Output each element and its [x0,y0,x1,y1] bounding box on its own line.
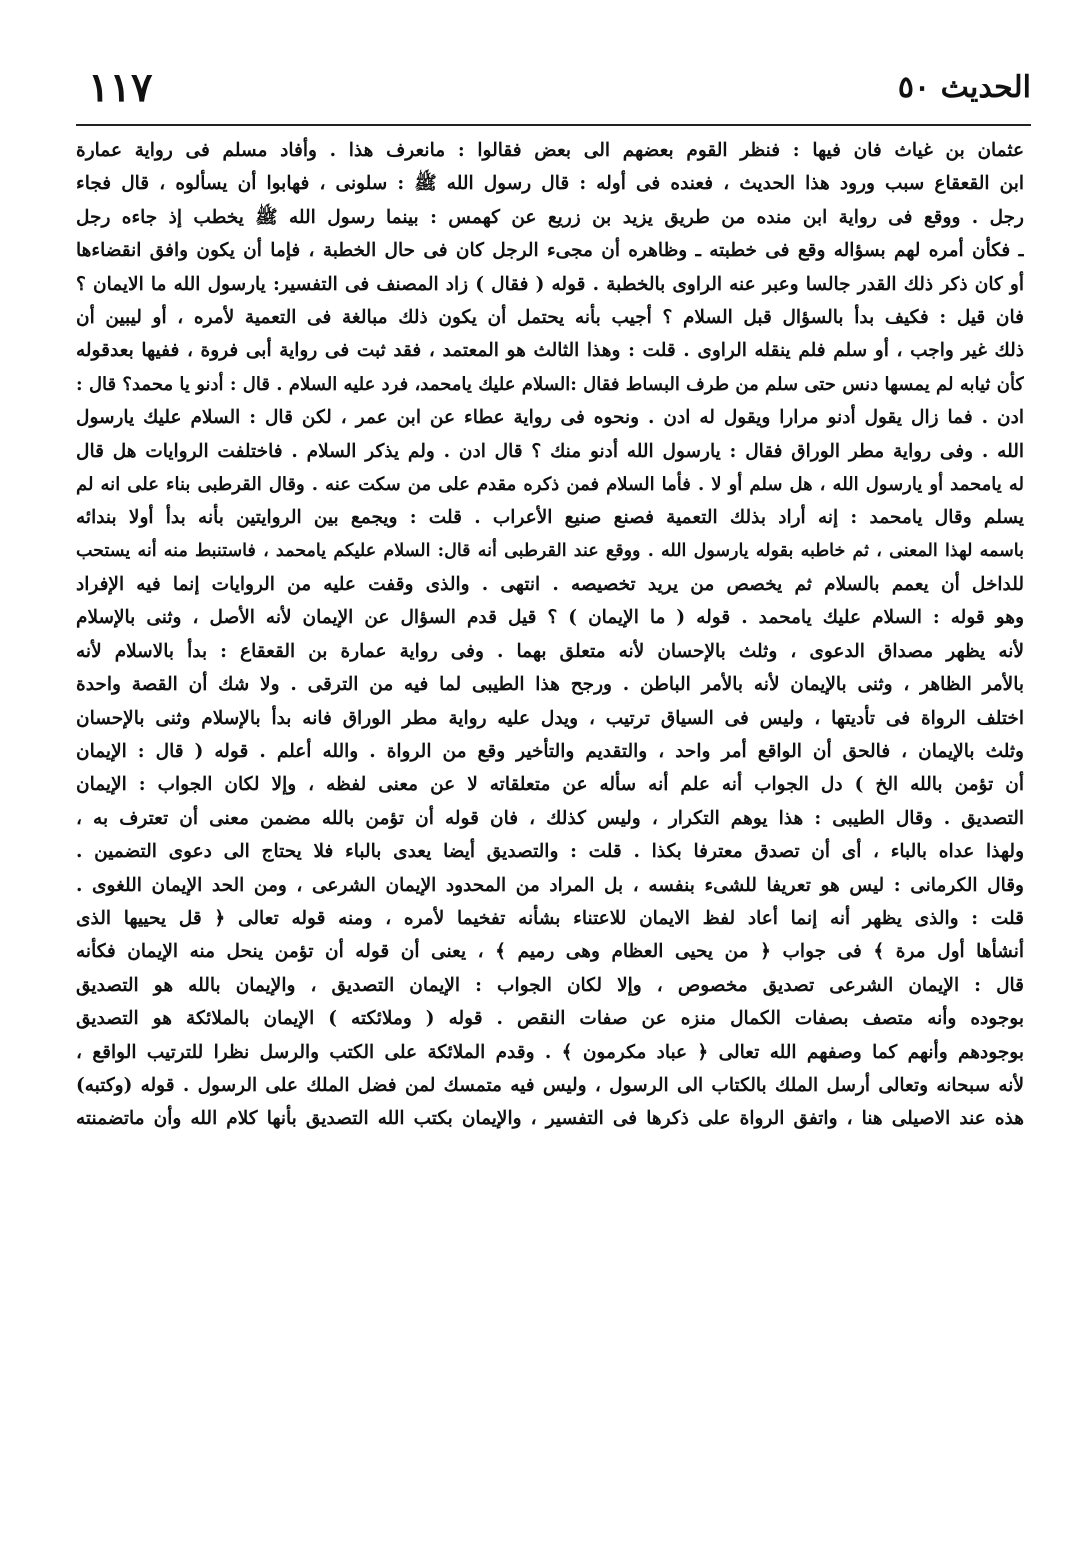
text-line: أن تؤمن بالله الخ ) دل الجواب أنه علم أنه سأله عن متعلقاته لا عن معنى لفظه ، وإلا لكان الجواب : الإيمان [76,774,1024,796]
text-line: بوجودهم وأنهم كما وصفهم الله تعالى ﴿ عباد مكرمون ﴾ . وقدم الملائكة على الكتب والرسل نظرا للترتيب الواقع ، [76,1041,1024,1063]
text-line: عثمان بن غياث فان فيها : فنظر القوم بعضهم الى بعض فقالوا : مانعرف هذا . وأفاد مسلم فى رواية عمارة [76,140,1024,161]
text-line: ـ فكأن أمره لهم بسؤاله وقع فى خطبته ـ وظاهره أن مجىء الرجل كان فى حال الخطبة ، فإما أن يكون وافق انقضاءها [76,240,1024,262]
text-line: التصديق . وقال الطيبى : هذا يوهم التكرار ، وليس كذلك ، فان قوله أن تؤمن بالله مضمن معنى أن تعترف به ، [76,807,1024,829]
text-line: أو كان ذكر ذلك القدر جالسا وعبر عنه الراوى بالخطبة . قوله ( فقال ) زاد المصنف فى التفسير: يارسول الله ما الايمان ؟ [76,273,1024,295]
text-line: ذلك غير واجب ، أو سلم فلم ينقله الراوى . قلت : وهذا الثالث هو المعتمد ، فقد ثبت فى رواية أبى فروة ، ففيها بعدقوله [76,340,1024,362]
text-line: هذه عند الاصيلى هنا ، واتفق الرواة على ذكرها فى التفسير ، والإيمان بكتب الله التصديق بأنها كلام الله وأن ماتضمنته [76,1108,1024,1130]
text-line: رجل . ووقع فى رواية ابن منده من طريق يزيد بن زريع عن كهمس : بينما رسول الله ﷺ يخطب إذ جاءه رجل [76,206,1024,228]
text-line: وثلث بالإيمان ، فالحق أن الواقع أمر واحد ، والتقديم والتأخير وقع من الرواة . والله أعلم . قوله ( قال : الإيمان [76,741,1024,763]
text-line: ابن القعقاع سبب ورود هذا الحديث ، فعنده فى أوله : قال رسول الله ﷺ : سلونى ، فهابوا أن يسألوه ، قال فجاء [76,173,1024,195]
running-title: الحديث ٥٠ [897,70,1031,105]
text-line: فان قيل : فكيف بدأ بالسؤال قبل السلام ؟ أجيب بأنه يحتمل أن يكون ذلك مبالغة فى التعمية لأمره ، أو ليبين أن [76,306,1024,328]
text-line: وهو قوله : السلام عليك يامحمد . قوله ( ما الإيمان ) ؟ قيل قدم السؤال عن الإيمان لأنه الأصل ، وثنى بالإسلام [76,607,1024,629]
text-line: لأنه يظهر مصداق الدعوى ، وثلث بالإحسان لأنه متعلق بهما . وفى رواية عمارة بن القعقاع : بدأ بالاسلام لأنه [76,640,1024,662]
text-line: وقال الكرمانى : ليس هو تعريفا للشىء بنفسه ، بل المراد من المحدود الإيمان الشرعى ، ومن الحد الإيمان اللغوى . [76,874,1024,896]
text-line: اختلف الرواة فى تأديتها ، وليس فى السياق ترتيب ، ويدل عليه رواية مطر الوراق فانه بدأ بالإسلام وثنى بالإحسان [76,707,1024,729]
text-line: للداخل أن يعمم بالسلام ثم يخصص من يريد تخصيصه . انتهى . والذى وقفت عليه من الروايات إنما فيه الإفراد [76,574,1024,596]
text-line: الله . وفى رواية مطر الوراق فقال : يارسول الله أدنو منك ؟ قال ادن . ولم يذكر السلام . فاختلفت الروايات هل قال [76,440,1024,462]
text-line: كأن ثيابه لم يمسها دنس حتى سلم من طرف البساط فقال :السلام عليك يامحمد، فرد عليه السلام . قال : أدنو يا محمد؟ قال : [76,373,1024,395]
text-line: قال : الإيمان الشرعى تصديق مخصوص ، وإلا لكان الجواب : الإيمان التصديق ، والإيمان بالله هو التصديق [76,974,1024,996]
text-line: بالأمر الظاهر ، وثنى بالإيمان لأنه بالأمر الباطن . ورجح هذا الطيبى لما فيه من الترقى . ولا شك أن القصة واحدة [76,674,1024,696]
text-line: قلت : والذى يظهر أنه إنما أعاد لفظ الايمان للاعتناء بشأنه تفخيما لأمره ، ومنه قوله تعالى ﴿ قل يحييها الذى [76,907,1024,929]
text-line: لأنه سبحانه وتعالى أرسل الملك بالكتاب الى الرسول ، وليس فيه متمسك لمن فضل الملك على الرسول . قوله (وكتبه) [76,1074,1024,1096]
header-divider [76,124,1031,126]
commentary-text [76,134,1024,1424]
text-line: ولهذا عداه بالباء ، أى أن تصدق معترفا بكذا . قلت : والتصديق أيضا يعدى بالباء فلا يحتاج الى دعوى التضمين . [76,841,1024,863]
text-line: ادن . فما زال يقول أدنو مرارا ويقول له ادن . ونحوه فى رواية عطاء عن ابن عمر ، لكن قال : السلام عليك يارسول [76,407,1024,429]
text-line: باسمه لهذا المعنى ، ثم خاطبه بقوله يارسول الله . ووقع عند القرطبى أنه قال: السلام عليكم يامحمد ، فاستنبط منه أنه يستحب [76,540,1024,561]
page-number: ١١٧ [88,64,153,111]
text-line: أنشأها أول مرة ﴾ فى جواب ﴿ من يحيى العظام وهى رميم ﴾ ، يعنى أن قوله أن تؤمن ينحل منه الإيمان فكأنه [76,941,1024,963]
page-header [76,62,1031,124]
text-line: بوجوده وأنه متصف بصفات الكمال منزه عن صفات النقص . قوله ( وملائكته ) الإيمان بالملائكة هو التصديق [76,1008,1024,1030]
text-line: له يامحمد أو يارسول الله ، هل سلم أو لا . فأما السلام فمن ذكره مقدم على من سكت عنه . وقال القرطبى بناء على انه لم [76,473,1024,495]
text-line: يسلم وقال يامحمد : إنه أراد بذلك التعمية فصنع صنيع الأعراب . قلت : ويجمع بين الروايتين بأنه بدأ أولا بندائه [76,507,1024,529]
